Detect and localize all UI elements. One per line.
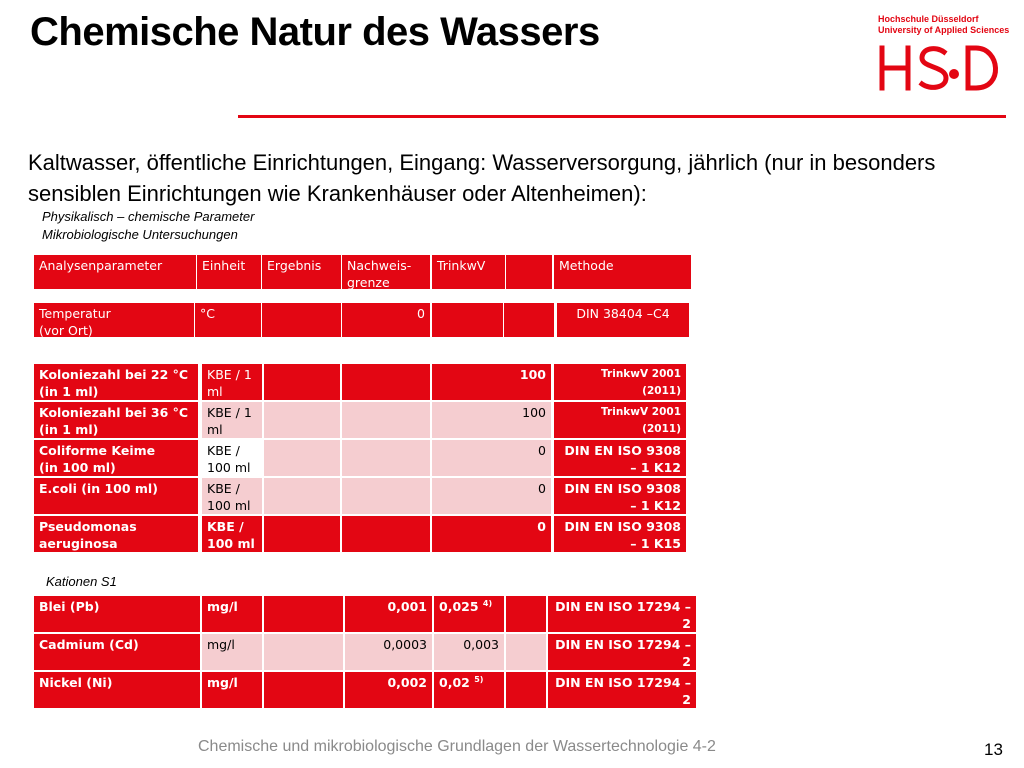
method-cell [554, 402, 686, 438]
detection-cell: 0,0003 [345, 634, 432, 670]
method-cell [554, 440, 686, 476]
trinkwv-cell [432, 303, 503, 337]
result-cell [264, 672, 343, 708]
method-cell [548, 672, 696, 708]
param-line2: (in 1 ml) [39, 384, 99, 399]
param-line2: (vor Ort) [39, 323, 93, 337]
trinkwv-cell [434, 596, 504, 632]
footnote-marker: 5) [474, 674, 484, 684]
university-name [878, 14, 1009, 36]
param-line1: Pseudomonas [39, 519, 137, 534]
unit-line2: 100 ml [207, 536, 255, 551]
result-cell [264, 634, 343, 670]
unit-line1: KBE / [207, 443, 240, 458]
method-line1: DIN EN ISO 9308 [564, 481, 681, 496]
param-line2: (in 100 ml) [39, 460, 116, 475]
blank-cell [504, 303, 554, 337]
method-line1: DIN EN ISO 17294 –2 [555, 637, 691, 669]
header-method: Methode [554, 255, 691, 289]
unit-line2: 100 ml [207, 460, 251, 475]
trinkwv-cell: 100 [432, 402, 551, 438]
param-cell [34, 303, 194, 337]
result-cell [262, 303, 341, 337]
blank-cell [506, 596, 546, 632]
unit-line1: KBE / 1 [207, 405, 252, 420]
param-line1: Coliforme Keime [39, 443, 156, 458]
param-line1: Koloniezahl bei 22 °C [39, 367, 189, 382]
detection-cell: 0,001 [345, 596, 432, 632]
method-cell [554, 478, 686, 514]
result-cell [264, 478, 340, 514]
unit-cell [202, 478, 262, 514]
method-cell: DIN 38404 –C4 [557, 303, 689, 337]
unit-cell [202, 364, 262, 400]
method-cell [548, 634, 696, 670]
method-line2: – 1 K15 [630, 536, 681, 551]
param-cell: Nickel (Ni) [34, 672, 200, 708]
university-name-en: University of Applied Sciences [878, 25, 1010, 35]
unit-line1: KBE / 1 [207, 367, 252, 382]
header-blank [506, 255, 552, 289]
param-cell [34, 516, 198, 552]
blank-cell [506, 672, 546, 708]
title-divider [238, 115, 1006, 118]
blank-cell [506, 634, 546, 670]
param-line1: Koloniezahl bei 36 °C [39, 405, 189, 420]
param-cell: Blei (Pb) [34, 596, 200, 632]
unit-cell: °C [195, 303, 261, 337]
trinkwv-cell: 100 [432, 364, 551, 400]
footnote-marker: 4) [482, 598, 493, 608]
university-name-de: Hochschule Düsseldorf [878, 14, 979, 24]
unit-cell [202, 402, 262, 438]
method-line1: DIN EN ISO 17294 –2 [555, 599, 691, 631]
unit-cell: mg/l [202, 634, 262, 670]
method-cell [548, 596, 696, 632]
param-line1: Temperatur [39, 306, 111, 321]
trinkwv-cell: 0 [432, 440, 551, 476]
detection-cell [342, 478, 430, 514]
detection-cell [342, 402, 430, 438]
trinkwv-cell [434, 672, 504, 708]
param-cell [34, 364, 198, 400]
result-cell [264, 596, 343, 632]
param-line2: (in 1 ml) [39, 422, 99, 437]
method-line2: – 1 K12 [630, 460, 681, 475]
result-cell [264, 402, 340, 438]
header-unit: Einheit [197, 255, 261, 289]
unit-cell: mg/l [202, 596, 262, 632]
method-line1: DIN EN ISO 9308 [564, 519, 681, 534]
trinkwv-value: 0,025 [439, 599, 479, 614]
param-line2: aeruginosa [39, 536, 118, 551]
unit-line1: KBE / [207, 519, 244, 534]
intro-text: Kaltwasser, öffentliche Einrichtungen, Eingang: Wasserversorgung, jährlich (nur in besonders sensiblen Einrichtungen wie Krankenhäuser oder Altenheimen): [28, 150, 936, 206]
param-cell: Cadmium (Cd) [34, 634, 200, 670]
page-title: Chemische Natur des Wassers [30, 10, 600, 54]
method-cell [554, 516, 686, 552]
method-line1: TrinkwV 2001 (2011) [601, 368, 681, 397]
header-detection-limit-line2: grenze [347, 275, 390, 289]
unit-line2: ml [207, 384, 223, 399]
trinkwv-cell: 0,003 [434, 634, 504, 670]
method-line2: – 1 K12 [630, 498, 681, 513]
hsd-logo-icon [876, 44, 1014, 94]
page-number: 13 [984, 740, 1003, 759]
unit-line2: 100 ml [207, 498, 251, 513]
detection-cell [342, 364, 430, 400]
footer-text: Chemische und mikrobiologische Grundlagen der Wassertechnologie 4-2 [198, 738, 716, 755]
method-line1: DIN EN ISO 9308 [564, 443, 681, 458]
subheading-physical: Physikalisch – chemische Parameter [42, 209, 255, 224]
unit-cell [202, 516, 262, 552]
result-cell [264, 516, 340, 552]
param-line1: E.coli (in 100 ml) [39, 481, 158, 496]
header-trinkwv: TrinkwV [432, 255, 505, 289]
header-result: Ergebnis [262, 255, 341, 289]
detection-cell [342, 516, 430, 552]
unit-cell [202, 440, 262, 476]
detection-cell [342, 440, 430, 476]
trinkwv-cell: 0 [432, 478, 551, 514]
detection-cell: 0,002 [345, 672, 432, 708]
param-cell [34, 478, 198, 514]
header-detection-limit [342, 255, 430, 289]
header-parameter: Analysenparameter [34, 255, 196, 289]
unit-line2: ml [207, 422, 223, 437]
method-line1: DIN EN ISO 17294 –2 [555, 675, 691, 707]
param-cell [34, 440, 198, 476]
method-cell [554, 364, 686, 400]
param-cell [34, 402, 198, 438]
detection-cell: 0 [342, 303, 430, 337]
result-cell [264, 440, 340, 476]
subheading-kationen: Kationen S1 [46, 574, 117, 589]
method-line1: TrinkwV 2001 (2011) [601, 406, 681, 435]
subheading-micro: Mikrobiologische Untersuchungen [42, 227, 238, 242]
unit-line1: KBE / [207, 481, 240, 496]
result-cell [264, 364, 340, 400]
trinkwv-cell: 0 [432, 516, 551, 552]
header-detection-limit-line1: Nachweis- [347, 258, 412, 273]
trinkwv-value: 0,02 [439, 675, 470, 690]
unit-cell: mg/l [202, 672, 262, 708]
